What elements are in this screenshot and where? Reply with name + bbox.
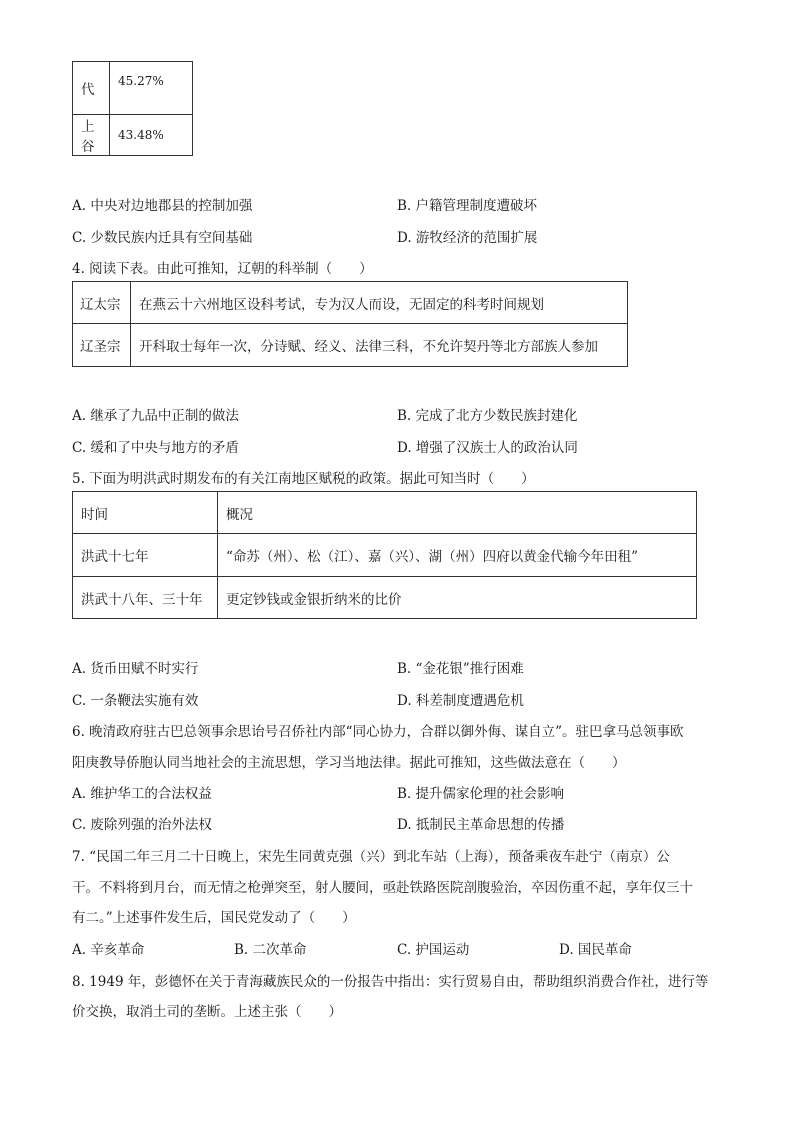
q3-option-d: D. 游牧经济的范围扩展 (397, 230, 538, 246)
q5-table (72, 491, 697, 619)
q7-option-c: C. 护国运动 (397, 942, 470, 958)
table-row (73, 324, 628, 367)
q3-option-a: A. 中央对边地郡县的控制加强 (72, 198, 253, 214)
q6-option-d: D. 抵制民主革命思想的传播 (397, 817, 565, 833)
q5-option-b: B. “金花银”推行困难 (397, 661, 524, 677)
q7-line-1: 7. “民国二年三月二十日晚上，宋先生同黄克强（兴）到北车站（上海），预备乘夜车赴宁（南京）公 (72, 849, 670, 865)
table-cell-label: 洪武十八年、三十年 (73, 577, 218, 619)
q5-option-a: A. 货币田赋不时实行 (72, 661, 199, 677)
q7-option-b: B. 二次革命 (234, 942, 307, 958)
q7-option-d: D. 国民革命 (559, 942, 632, 958)
table-cell-text: 在燕云十六州地区设科考试，专为汉人而设，无固定的科考时间规划 (131, 282, 628, 324)
q6-line-2: 阳庚教导侨胞认同当地社会的主流思想，学习当地法律。据此可推知，这些做法意在（ ） (72, 755, 626, 771)
q6-line-1: 6. 晚清政府驻古巴总领事余思诒号召侨社内部“同心协力，合群以御外侮、谋自立”。驻巴拿马总领事欧 (72, 724, 684, 740)
q8-line-1: 8. 1949 年，彭德怀在关于青海藏族民众的一份报告中指出：实行贸易自由，帮助组织消费合作社，进行等 (72, 974, 709, 990)
q4-option-b: B. 完成了北方少数民族封建化 (397, 408, 578, 424)
table-cell-label: 洪武十七年 (73, 534, 218, 577)
q4-option-a: A. 继承了九品中正制的做法 (72, 408, 239, 424)
q3-table (72, 61, 193, 156)
q6-option-b: B. 提升儒家伦理的社会影响 (397, 786, 565, 802)
table-cell-label: 代 (73, 62, 110, 115)
table-cell-label: 上谷 (73, 115, 110, 156)
table-row (73, 577, 697, 619)
q4-option-d: D. 增强了汉族士人的政治认同 (397, 440, 578, 456)
q6-option-c: C. 废除列强的治外法权 (72, 817, 212, 833)
q4-table (72, 281, 628, 367)
q4-stem: 4. 阅读下表。由此可推知，辽朝的科举制（ ） (72, 261, 373, 277)
q7-option-a: A. 辛亥革命 (72, 942, 145, 958)
table-row (73, 62, 193, 115)
q5-option-d: D. 科差制度遭遇危机 (397, 693, 524, 709)
table-cell-text: 开科取士每年一次，分诗赋、经义、法律三科，不允许契丹等北方部族人参加 (131, 324, 628, 367)
q7-line-2: 干。不料将到月台，而无情之枪弹突至，射人腰间，亟赴铁路医院剖腹验治，卒因伤重不起，享年仅三十 (72, 880, 693, 896)
table-cell-value: 43.48% (110, 115, 193, 156)
table-row (73, 534, 697, 577)
q4-option-c: C. 缓和了中央与地方的矛盾 (72, 440, 239, 456)
table-cell-label: 辽太宗 (73, 282, 131, 324)
q8-line-2: 价交换，取消土司的垄断。上述主张（ ） (72, 1004, 342, 1020)
q7-line-3: 有二。”上述事件发生后，国民党发动了（ ） (72, 910, 356, 926)
table-cell-text: “命苏（州）、松（江）、嘉（兴）、湖（州）四府以黄金代输今年田租” (218, 534, 697, 577)
q3-option-c: C. 少数民族内迁具有空间基础 (72, 230, 253, 246)
q3-option-b: B. 户籍管理制度遭破坏 (397, 198, 538, 214)
q6-option-a: A. 维护华工的合法权益 (72, 786, 212, 802)
table-row (73, 115, 193, 156)
table-cell-text: 更定钞钱或金银折纳米的比价 (218, 577, 697, 619)
q5-option-c: C. 一条鞭法实施有效 (72, 693, 199, 709)
q5-stem: 5. 下面为明洪武时期发布的有关江南地区赋税的政策。据此可知当时（ ） (72, 471, 535, 487)
table-row (73, 282, 628, 324)
table-cell-value: 45.27% (110, 62, 193, 115)
table-row-header (73, 492, 697, 534)
table-cell-label: 辽圣宗 (73, 324, 131, 367)
table-header-summary: 概况 (218, 492, 697, 534)
table-header-time: 时间 (73, 492, 218, 534)
